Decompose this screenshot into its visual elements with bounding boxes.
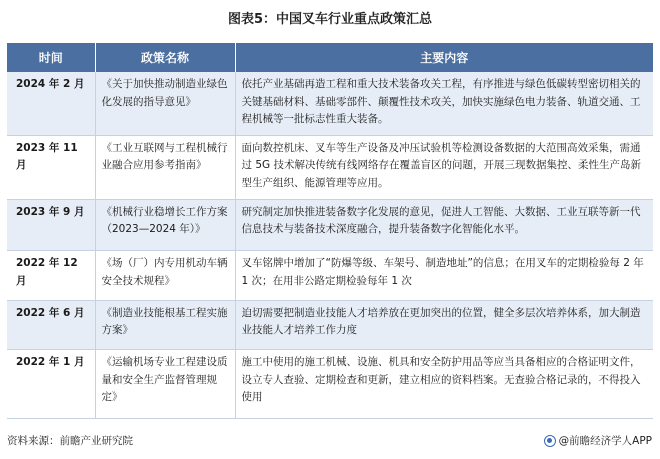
brand-label: @前瞻经济学人APP <box>558 435 652 447</box>
brand-mark <box>544 433 652 449</box>
table-row <box>7 251 653 300</box>
row-content: 施工中使用的施工机械、设施、机具和安全防护用品等应当具备相应的合格证明文件，设立专人查验、定期检查和更新，建立相应的资料档案。无查验合格记录的，不得投入使用 <box>235 350 653 419</box>
row-policy: 《机械行业稳增长工作方案（2023—2024 年）》 <box>95 199 235 251</box>
header-content: 主要内容 <box>235 43 653 72</box>
table-row <box>7 72 653 135</box>
header-time: 时间 <box>7 43 95 72</box>
table-row <box>7 199 653 251</box>
row-policy: 《运输机场专业工程建设质量和安全生产监督管理规定》 <box>95 350 235 419</box>
row-content: 叉车铭牌中增加了“防爆等级、车架号、制造地址”的信息；在用叉车的定期检验每 2 年 1 次；在用非公路定期检验每年 1 次 <box>235 251 653 300</box>
table-row <box>7 300 653 349</box>
row-content: 面向数控机床、叉车等生产设备及冲压试验机等检测设备数据的大范围高效采集，需通过 5G 技术解决传统有线网络存在覆盖盲区的问题，开展三现数据集控、柔性生产岛新型生产组织、能源管理等应用。 <box>235 135 653 199</box>
policy-table <box>7 43 653 419</box>
row-policy: 《场（厂）内专用机动车辆安全技术规程》 <box>95 251 235 300</box>
table-row <box>7 350 653 419</box>
source-note: 资料来源：前瞻产业研究院 <box>7 435 133 447</box>
row-time: 2023 年 11 月 <box>7 135 95 199</box>
table-header-row <box>7 43 653 72</box>
row-time: 2022 年 1 月 <box>7 350 95 419</box>
row-policy: 《制造业技能根基工程实施方案》 <box>95 300 235 349</box>
row-policy: 《关于加快推动制造业绿色化发展的指导意见》 <box>95 72 235 135</box>
header-policy: 政策名称 <box>95 43 235 72</box>
row-time: 2022 年 12 月 <box>7 251 95 300</box>
row-time: 2024 年 2 月 <box>7 72 95 135</box>
row-content: 迫切需要把制造业技能人才培养放在更加突出的位置，健全多层次培养体系，加大制造业技能人才培养工作力度 <box>235 300 653 349</box>
row-time: 2022 年 6 月 <box>7 300 95 349</box>
row-content: 依托产业基础再造工程和重大技术装备攻关工程，有序推进与绿色低碳转型密切相关的关键基础材料、基础零部件、颠覆性技术攻关，加快实施绿色电力装备、轨道交通、工程机械等一批标志性重大装备。 <box>235 72 653 135</box>
row-content: 研究制定加快推进装备数字化发展的意见，促进人工智能、大数据、工业互联等新一代信息技术与装备技术深度融合，提升装备数字化智能化水平。 <box>235 199 653 251</box>
chart-title: 图表5：中国叉车行业重点政策汇总 <box>227 12 433 27</box>
row-time: 2023 年 9 月 <box>7 199 95 251</box>
row-policy: 《工业互联网与工程机械行业融合应用参考指南》 <box>95 135 235 199</box>
table-row <box>7 135 653 199</box>
brand-logo-icon <box>544 435 556 447</box>
